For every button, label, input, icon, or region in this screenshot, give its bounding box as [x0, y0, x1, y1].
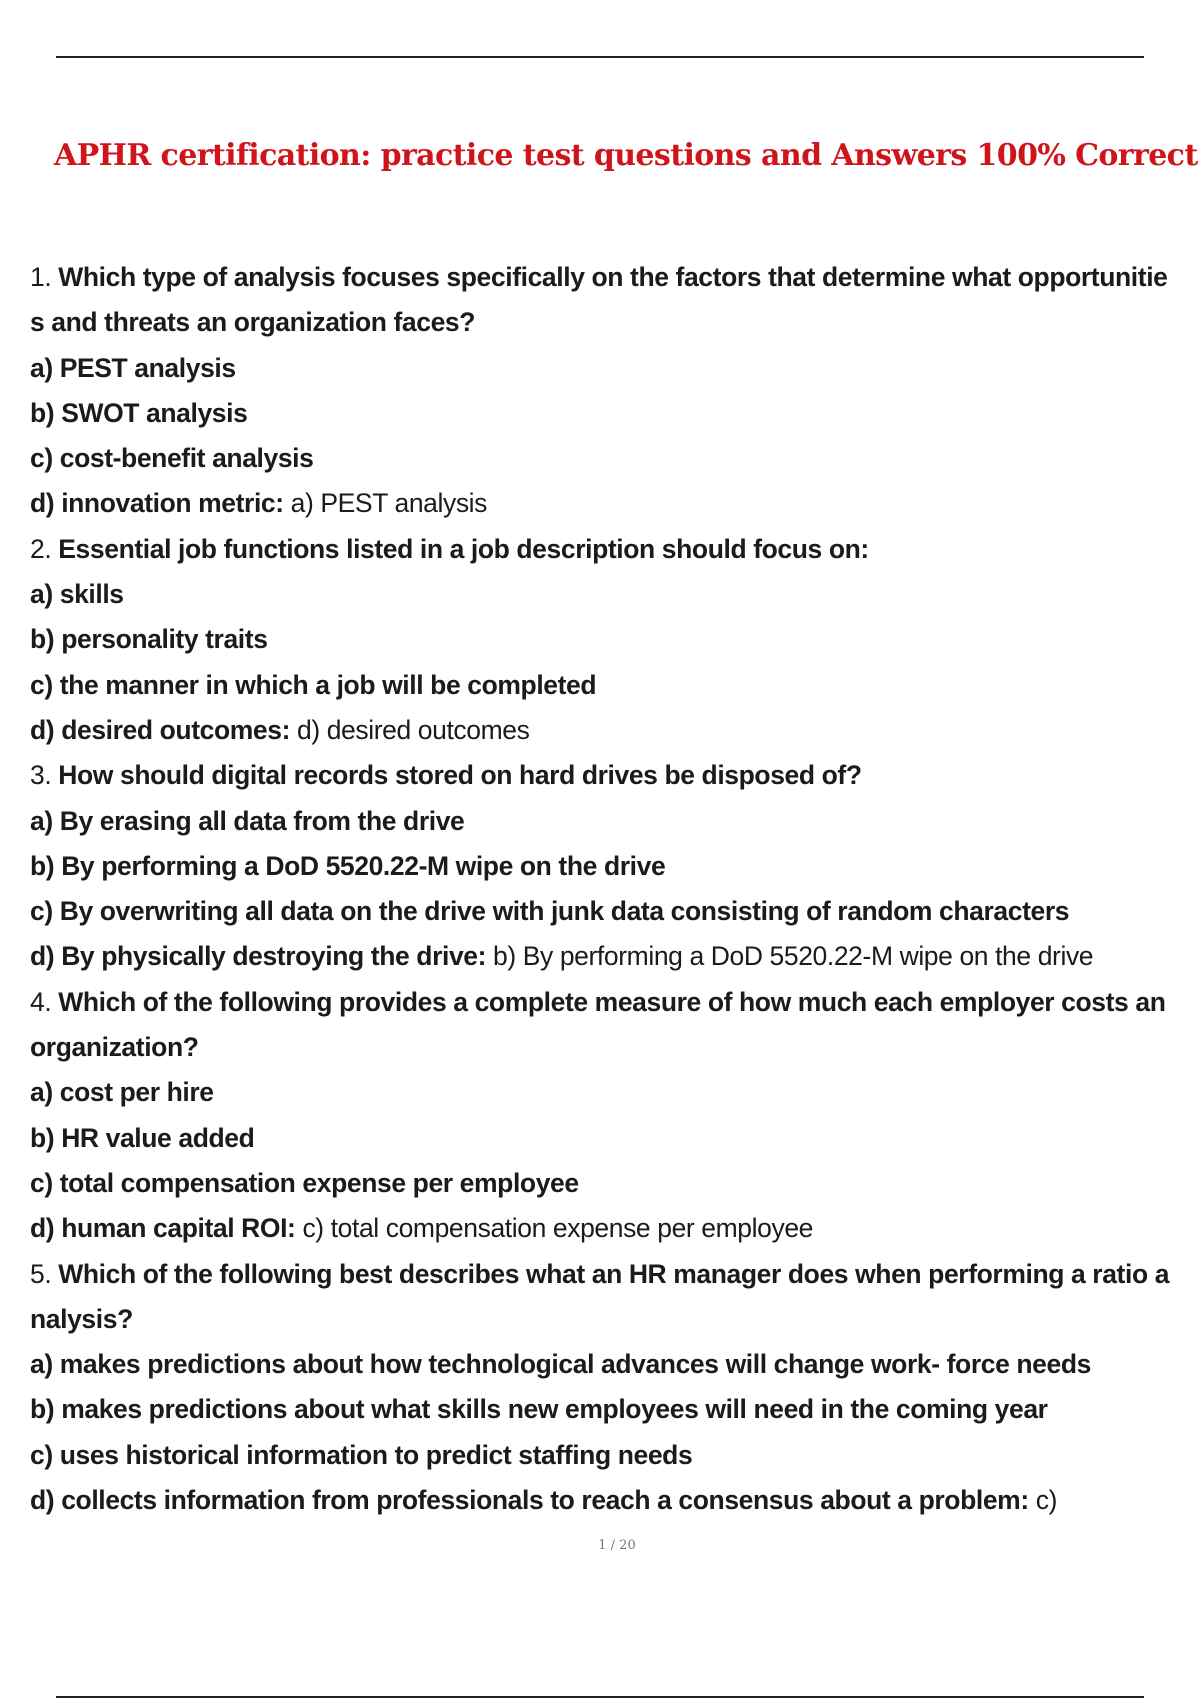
answer-option: [30, 1387, 1180, 1432]
option-letter: c): [30, 443, 53, 474]
option-text: PEST analysis: [59, 352, 236, 383]
option-text: innovation metric:: [61, 488, 284, 519]
option-letter: b): [30, 1394, 55, 1425]
option-text: personality traits: [61, 624, 268, 655]
correct-answer: c) total compensation expense per employee: [302, 1213, 813, 1244]
question-number: 4.: [30, 986, 52, 1017]
option-text: skills: [59, 579, 124, 610]
option-text: the manner in which a job will be completed: [59, 669, 597, 700]
option-text: By erasing all data from the drive: [59, 805, 465, 836]
option-letter: d): [30, 714, 55, 745]
question-number: 5.: [30, 1258, 52, 1289]
option-text: By performing a DoD 5520.22-M wipe on the drive: [61, 850, 666, 881]
option-list: [30, 346, 1180, 527]
option-list: [30, 1342, 1180, 1523]
option-letter: c): [30, 896, 53, 927]
question-body: Essential job functions listed in a job description should focus on:: [58, 533, 869, 564]
answer-option: [30, 617, 1180, 662]
option-letter: b): [30, 397, 55, 428]
question-body: How should digital records stored on hard drives be disposed of?: [58, 760, 862, 791]
question-block: [30, 980, 1180, 1252]
answer-option: [30, 1116, 1180, 1161]
option-text: makes predictions about how technological advances will change work- force needs: [59, 1349, 1091, 1380]
question-body: Which type of analysis focuses specifically on the factors that determine what opportunities and threats an organization faces?: [30, 262, 1168, 338]
answer-option: [30, 1070, 1180, 1115]
option-letter: b): [30, 1122, 55, 1153]
option-text: By physically destroying the drive:: [61, 941, 487, 972]
answer-option: [30, 889, 1180, 934]
answer-option: [30, 708, 1180, 753]
option-text: makes predictions about what skills new employees will need in the coming year: [61, 1394, 1048, 1425]
header-rule: [56, 56, 1144, 58]
correct-answer: a) PEST analysis: [290, 488, 488, 519]
answer-option: [30, 481, 1180, 526]
correct-answer: d) desired outcomes: [296, 714, 530, 745]
correct-answer: b) By performing a DoD 5520.22-M wipe on the drive: [493, 941, 1094, 972]
question-block: [30, 1252, 1180, 1524]
option-letter: a): [30, 1077, 53, 1108]
question-number: 1.: [30, 262, 52, 292]
option-text: HR value added: [61, 1122, 255, 1153]
answer-option: [30, 1478, 1180, 1523]
option-text: desired outcomes:: [61, 714, 291, 745]
document-title: APHR certification: practice test questions and Answers 100% Correct: [54, 138, 1198, 174]
option-letter: c): [30, 1167, 53, 1198]
option-letter: a): [30, 1349, 53, 1380]
answer-option: [30, 663, 1180, 708]
answer-option: [30, 346, 1180, 391]
question-text: [30, 980, 1180, 1071]
question-text: [30, 1252, 1180, 1343]
answer-option: [30, 1433, 1180, 1478]
correct-answer: c): [1035, 1485, 1058, 1516]
option-list: [30, 1070, 1180, 1251]
option-text: SWOT analysis: [61, 397, 248, 428]
option-text: human capital ROI:: [61, 1213, 296, 1244]
question-list: [30, 255, 1180, 1523]
option-text: cost-benefit analysis: [59, 443, 314, 474]
question-body: Which of the following best describes what an HR manager does when performing a ratio analysis?: [30, 1258, 1170, 1334]
option-text: cost per hire: [59, 1077, 214, 1108]
answer-option: [30, 1206, 1180, 1251]
answer-option: [30, 572, 1180, 617]
question-number: 2.: [30, 533, 52, 564]
option-text: By overwriting all data on the drive with junk data consisting of random characters: [59, 896, 1070, 927]
answer-option: [30, 1161, 1180, 1206]
option-letter: c): [30, 1439, 53, 1470]
question-number: 3.: [30, 760, 52, 791]
option-letter: d): [30, 488, 55, 519]
option-list: [30, 572, 1180, 753]
question-text: [30, 527, 1180, 572]
option-text: collects information from professionals to reach a consensus about a problem:: [61, 1485, 1029, 1516]
page-number: 1 / 20: [598, 1538, 636, 1553]
footer-rule: [56, 1696, 1144, 1698]
option-letter: d): [30, 1213, 55, 1244]
question-block: [30, 255, 1180, 527]
option-letter: c): [30, 669, 53, 700]
question-text: [30, 255, 1180, 346]
option-letter: d): [30, 941, 55, 972]
question-block: [30, 527, 1180, 753]
option-letter: a): [30, 805, 53, 836]
option-text: total compensation expense per employee: [59, 1167, 579, 1198]
question-text: [30, 753, 1180, 798]
answer-option: [30, 799, 1180, 844]
answer-option: [30, 436, 1180, 481]
answer-option: [30, 934, 1180, 979]
option-letter: a): [30, 579, 53, 610]
option-letter: a): [30, 352, 53, 383]
answer-option: [30, 844, 1180, 889]
answer-option: [30, 391, 1180, 436]
answer-option: [30, 1342, 1180, 1387]
question-block: [30, 753, 1180, 979]
option-text: uses historical information to predict staffing needs: [59, 1439, 693, 1470]
option-letter: d): [30, 1485, 55, 1516]
option-letter: b): [30, 850, 55, 881]
question-body: Which of the following provides a complete measure of how much each employer costs an organization?: [30, 986, 1166, 1063]
option-list: [30, 799, 1180, 980]
option-letter: b): [30, 624, 55, 655]
